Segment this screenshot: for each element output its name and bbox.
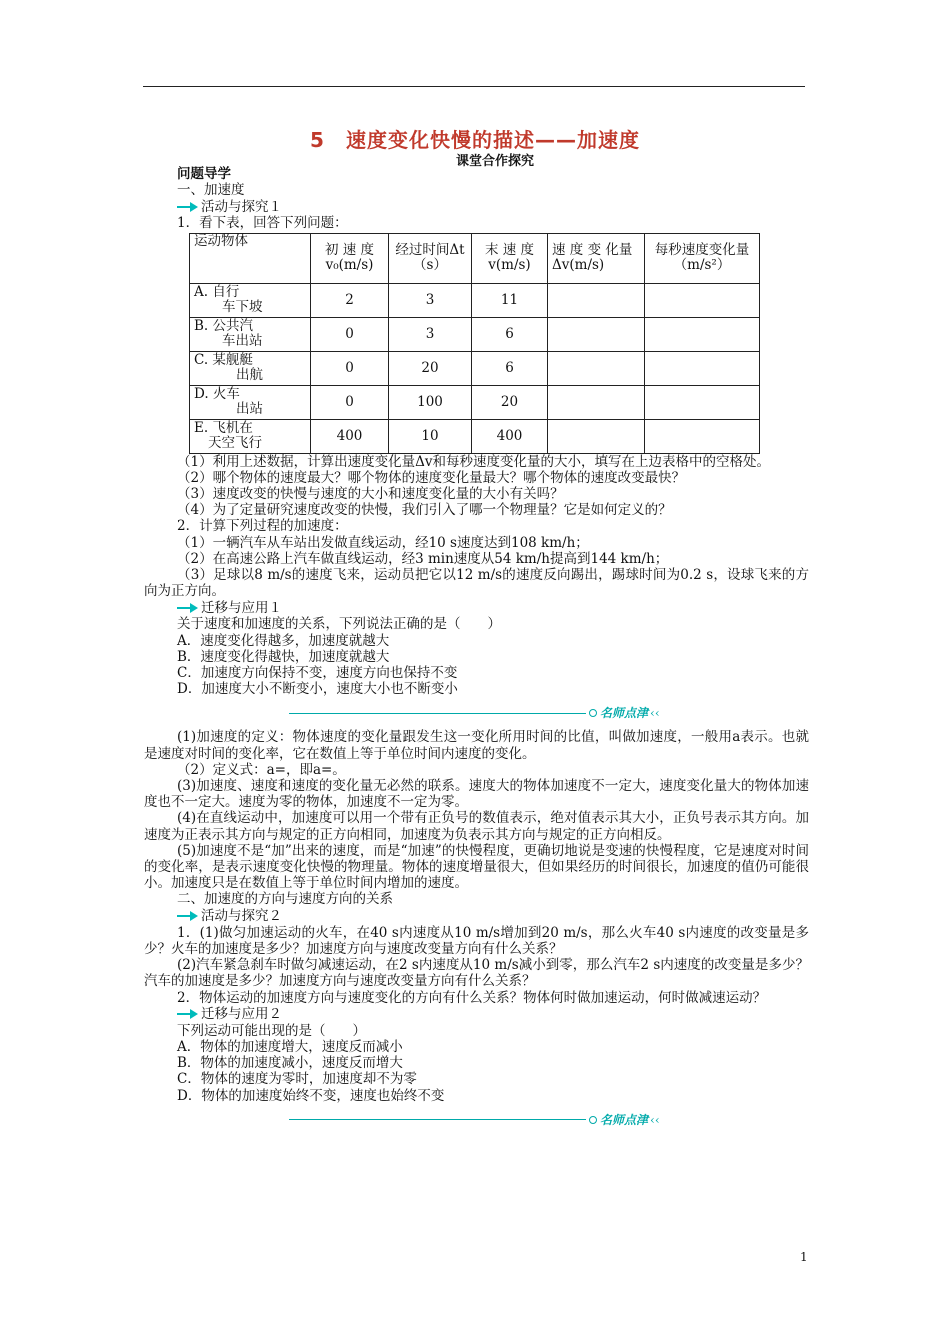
table-cell: 400 xyxy=(311,419,389,453)
double-chevron-icon: ‹‹ xyxy=(650,706,660,721)
table-row xyxy=(190,283,760,317)
part2-heading: 二、加速度的方向与速度方向的关系 xyxy=(177,891,393,908)
tip-label: 名师点津 xyxy=(600,706,649,721)
table-cell: 2 xyxy=(311,283,389,317)
q2-item: （2）在高速公路上汽车做直线运动，经3 min速度从54 km/h提高到144 km/h； xyxy=(177,550,669,567)
table-cell: 3 xyxy=(389,317,472,351)
table-cell-object: D. 火车 出站 xyxy=(190,385,311,419)
q2-intro: 2．计算下列过程的加速度： xyxy=(177,518,348,535)
q1-item: （1）利用上述数据，计算出速度变化量Δv和每秒速度变化量的大小，填写在上边表格中的空格处。 xyxy=(177,453,770,470)
page-subtitle: 课堂合作探究 xyxy=(455,154,534,169)
data-table xyxy=(189,233,760,454)
table-row xyxy=(190,351,760,385)
transfer2-text: 迁移与应用２ xyxy=(201,1006,282,1023)
note-paragraph: (3)加速度、速度和速度的变化量无必然的联系。速度大的物体加速度不一定大，速度变化量大的物体加速度也不一定大。速度为零的物体，加速度不一定为零。 xyxy=(144,778,809,811)
circle-icon xyxy=(589,1116,597,1124)
transfer2-label xyxy=(177,1006,809,1023)
table-cell-object: A. 自行 车下坡 xyxy=(190,283,311,317)
option-item[interactable]: A．物体的加速度增大，速度反而减小 xyxy=(177,1038,403,1055)
option-item[interactable]: A．速度变化得越多，加速度就越大 xyxy=(177,632,390,649)
table-row xyxy=(190,317,760,351)
arrow-icon xyxy=(177,201,199,213)
table-header-row xyxy=(190,233,760,283)
table-cell-blank[interactable] xyxy=(645,385,760,419)
option-item[interactable]: B．速度变化得越快，加速度就越大 xyxy=(177,648,390,665)
table-cell: 11 xyxy=(472,283,548,317)
table-cell-blank[interactable] xyxy=(645,317,760,351)
transfer2-question: 下列运动可能出现的是（ ） xyxy=(177,1022,366,1039)
option-item[interactable]: D．加速度大小不断变小，速度大小也不断变小 xyxy=(177,681,458,698)
table-cell-blank[interactable] xyxy=(645,351,760,385)
transfer1-question: 关于速度和加速度的关系，下列说法正确的是（ ） xyxy=(177,616,501,633)
note-paragraph: (5)加速度不是“加”出来的速度，而是“加速”的快慢程度，更确切地说是变速的快慢程度，它是速度对时间的变化率，是表示速度变化快慢的物理量。物体的速度增量很大，但如果经历的时间很长，加速度的值仍可能很小。加速度只是在数值上等于单位时间内增加的速度。 xyxy=(144,842,809,892)
section-heading: 问题导学 xyxy=(177,166,231,182)
note-paragraph: (4)在直线运动中，加速度可以用一个带有正负号的数值表示，绝对值表示其大小，正负号表示其方向。加速度为正表示其方向与规定的正方向相同，加速度为负表示其方向与规定的正方向相反。 xyxy=(144,810,809,843)
activity1-text: 活动与探究１ xyxy=(201,198,282,215)
table-cell-blank[interactable] xyxy=(645,419,760,453)
header-rule xyxy=(143,86,805,87)
option-item[interactable]: C．加速度方向保持不变，速度方向也保持不变 xyxy=(177,665,458,682)
option-item[interactable]: C．物体的速度为零时，加速度却不为零 xyxy=(177,1071,417,1088)
document-body xyxy=(144,166,809,1136)
activity2-item: (2)汽车紧急刹车时做匀减速运动，在2 s内速度从10 m/s减小到零，那么汽车2 s内速度的改变量是多少？汽车的加速度是多少？加速度方向与速度改变量方向有什么关系？ xyxy=(144,957,809,990)
table-cell-object: C. 某舰艇 出航 xyxy=(190,351,311,385)
table-cell: 6 xyxy=(472,351,548,385)
note-paragraph: （2）定义式：a=，即a=。 xyxy=(177,761,346,778)
table-cell: 0 xyxy=(311,385,389,419)
arrow-icon xyxy=(177,910,199,922)
table-cell: 0 xyxy=(311,351,389,385)
part1-heading: 一、加速度 xyxy=(177,182,245,199)
note-paragraph: (1)加速度的定义：物体速度的变化量跟发生这一变化所用时间的比值，叫做加速度，一般用a表示。也就是速度对时间的变化率，它在数值上等于单位时间内速度的变化。 xyxy=(144,729,809,762)
q2-item: （1）一辆汽车从车站出发做直线运动，经10 s速度达到108 km/h； xyxy=(177,534,589,551)
q1-intro: 1．看下表，回答下列问题： xyxy=(177,215,348,232)
table-row xyxy=(190,385,760,419)
arrow-icon xyxy=(177,1008,199,1020)
table-cell: 3 xyxy=(389,283,472,317)
table-cell: 400 xyxy=(472,419,548,453)
arrow-icon xyxy=(177,602,199,614)
tip-label: 名师点津 xyxy=(600,1112,649,1127)
table-row xyxy=(190,419,760,453)
option-item[interactable]: D．物体的加速度始终不变，速度也始终不变 xyxy=(177,1087,445,1104)
table-cell-object: B. 公共汽 车出站 xyxy=(190,317,311,351)
circle-icon xyxy=(589,709,597,717)
activity2-item: 1．(1)做匀加速运动的火车，在40 s内速度从10 m/s增加到20 m/s，那么火车40 s内速度的改变量是多少？火车的加速度是多少？加速度方向与速度改变量方向有什么关系？ xyxy=(144,924,809,957)
table-cell: 100 xyxy=(389,385,472,419)
table-header: 速 度 变 化量Δv(m/s) xyxy=(548,233,645,283)
activity2-item: 2．物体运动的加速度方向与速度变化的方向有什么关系？物体何时做加速运动，何时做减速运动？ xyxy=(177,989,767,1006)
tip-divider xyxy=(289,703,809,723)
table-cell: 20 xyxy=(472,385,548,419)
table-cell-blank[interactable] xyxy=(548,351,645,385)
tip-divider xyxy=(289,1110,809,1130)
q1-item: （3）速度改变的快慢与速度的大小和速度变化量的大小有关吗？ xyxy=(177,486,564,503)
table-header: 运动物体 xyxy=(190,233,311,283)
transfer1-label xyxy=(177,599,809,616)
transfer1-text: 迁移与应用１ xyxy=(201,599,282,616)
q1-item: （2）哪个物体的速度最大？哪个物体的速度变化量最大？哪个物体的速度改变最快？ xyxy=(177,469,686,486)
double-chevron-icon: ‹‹ xyxy=(650,1112,660,1127)
table-header: 每秒速度变化量（m/s²） xyxy=(645,233,760,283)
table-cell: 6 xyxy=(472,317,548,351)
q2-item: （3）足球以8 m/s的速度飞来，运动员把它以12 m/s的速度反向踢出，踢球时间为0.2 s，设球飞来的方向为正方向。 xyxy=(144,567,809,600)
page-title: 5 速度变化快慢的描述——加速度 xyxy=(310,128,640,152)
divider-line xyxy=(289,713,586,714)
table-cell: 10 xyxy=(389,419,472,453)
table-header: 初 速 度v₀(m/s) xyxy=(311,233,389,283)
activity1-label xyxy=(177,198,809,215)
table-header: 末 速 度v(m/s) xyxy=(472,233,548,283)
activity2-label xyxy=(177,908,809,925)
table-cell-blank[interactable] xyxy=(548,283,645,317)
option-item[interactable]: B．物体的加速度减小，速度反而增大 xyxy=(177,1055,403,1072)
page-number: 1 xyxy=(800,1250,808,1264)
table-cell-blank[interactable] xyxy=(548,385,645,419)
table-cell-blank[interactable] xyxy=(548,419,645,453)
table-cell-blank[interactable] xyxy=(548,317,645,351)
table-cell: 20 xyxy=(389,351,472,385)
table-cell-blank[interactable] xyxy=(645,283,760,317)
table-header: 经过时间Δt（s） xyxy=(389,233,472,283)
q1-item: （4）为了定量研究速度改变的快慢，我们引入了哪一个物理量？它是如何定义的？ xyxy=(177,502,672,519)
table-cell: 0 xyxy=(311,317,389,351)
activity2-text: 活动与探究２ xyxy=(201,908,282,925)
divider-line xyxy=(289,1119,586,1120)
table-cell-object: E. 飞机在 天空飞行 xyxy=(190,419,311,453)
